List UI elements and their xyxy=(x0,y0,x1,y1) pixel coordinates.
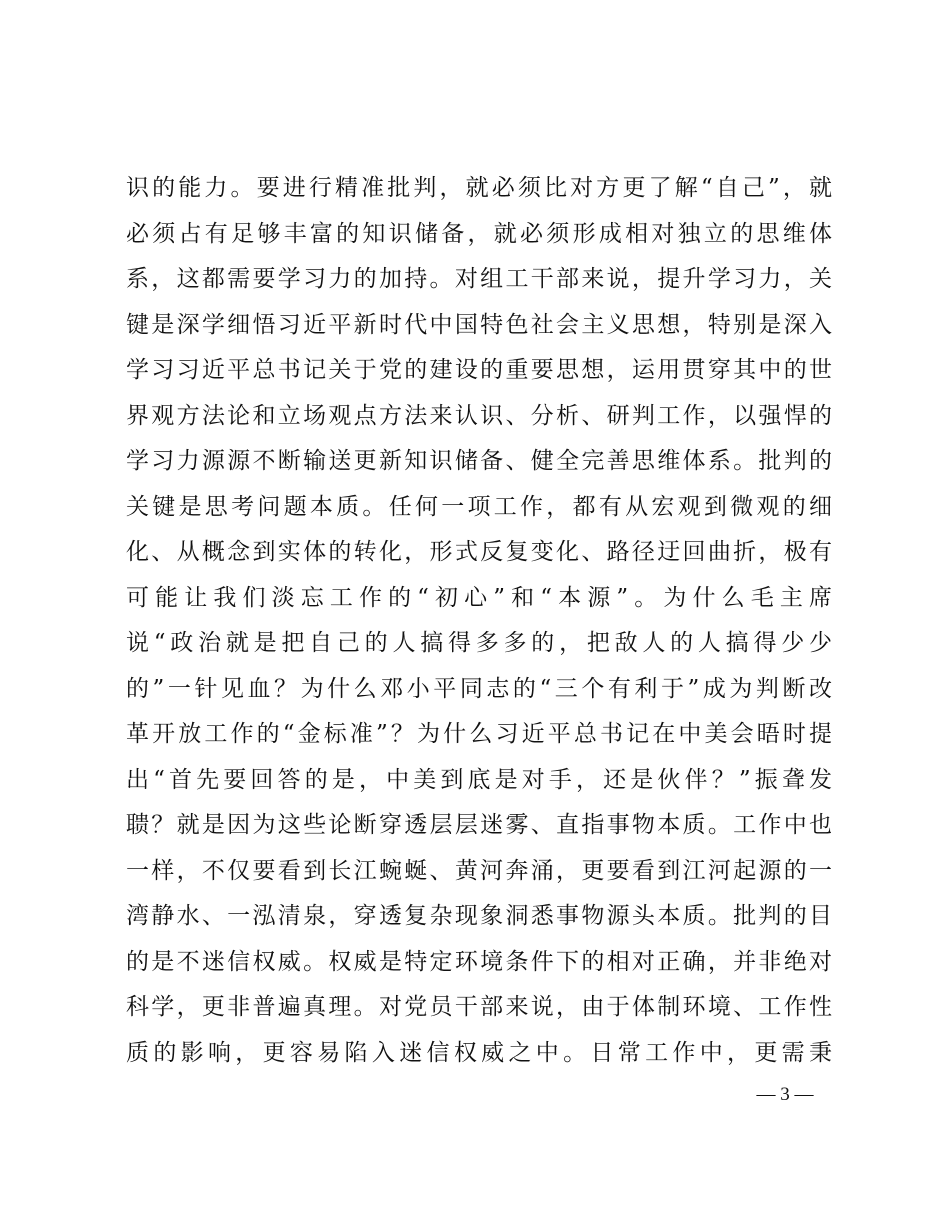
text-line-6: 界观方法论和立场观点方法来认识、分析、研判工作，以强悍的 xyxy=(126,402,832,429)
text-line-4: 键是深学细悟习近平新时代中国特色社会主义思想，特别是深入 xyxy=(126,311,832,338)
text-line-2: 必须占有足够丰富的知识储备，就必须形成相对独立的思维体 xyxy=(126,220,832,247)
text-line-1: 识的能力。要进行精准批判，就必须比对方更了解“自己”，就 xyxy=(126,175,832,201)
text-line-14: 出“首先要回答的是，中美到底是对手，还是伙伴？”振聋发 xyxy=(126,766,832,793)
text-line-15: 聩？就是因为这些论断穿透层层迷雾、直指事物本质。工作中也 xyxy=(126,812,832,838)
body-text xyxy=(126,166,832,1076)
text-line-18: 的是不迷信权威。权威是特定环境条件下的相对正确，并非绝对 xyxy=(126,948,832,975)
text-line-10: 可能让我们淡忘工作的“初心”和“本源”。为什么毛主席 xyxy=(126,584,832,611)
text-line-17: 湾静水、一泓清泉，穿透复杂现象洞悉事物源头本质。批判的目 xyxy=(126,903,832,929)
text-line-12: 的”一针见血？为什么邓小平同志的“三个有利于”成为判断改 xyxy=(126,675,832,702)
page-number: — 3 — xyxy=(756,1084,814,1105)
text-line-11: 说“政治就是把自己的人搞得多多的，把敌人的人搞得少少 xyxy=(126,630,832,656)
text-line-9: 化、从概念到实体的转化，形式反复变化、路径迂回曲折，极有 xyxy=(126,539,832,565)
text-line-7: 学习力源源不断输送更新知识储备、健全完善思维体系。批判的 xyxy=(126,448,832,474)
text-line-19: 科学，更非普遍真理。对党员干部来说，由于体制环境、工作性 xyxy=(126,994,832,1020)
text-line-5: 学习习近平总书记关于党的建设的重要思想，运用贯穿其中的世 xyxy=(126,357,832,383)
text-line-3: 系，这都需要学习力的加持。对组工干部来说，提升学习力，关 xyxy=(126,266,832,292)
text-line-13: 革开放工作的“金标准”？为什么习近平总书记在中美会晤时提 xyxy=(126,721,832,747)
text-line-8: 关键是思考问题本质。任何一项工作，都有从宏观到微观的细 xyxy=(126,493,832,520)
text-line-16: 一样，不仅要看到长江蜿蜒、黄河奔涌，更要看到江河起源的一 xyxy=(126,857,832,884)
text-line-20: 质的影响，更容易陷入迷信权威之中。日常工作中，更需秉 xyxy=(126,1039,832,1066)
